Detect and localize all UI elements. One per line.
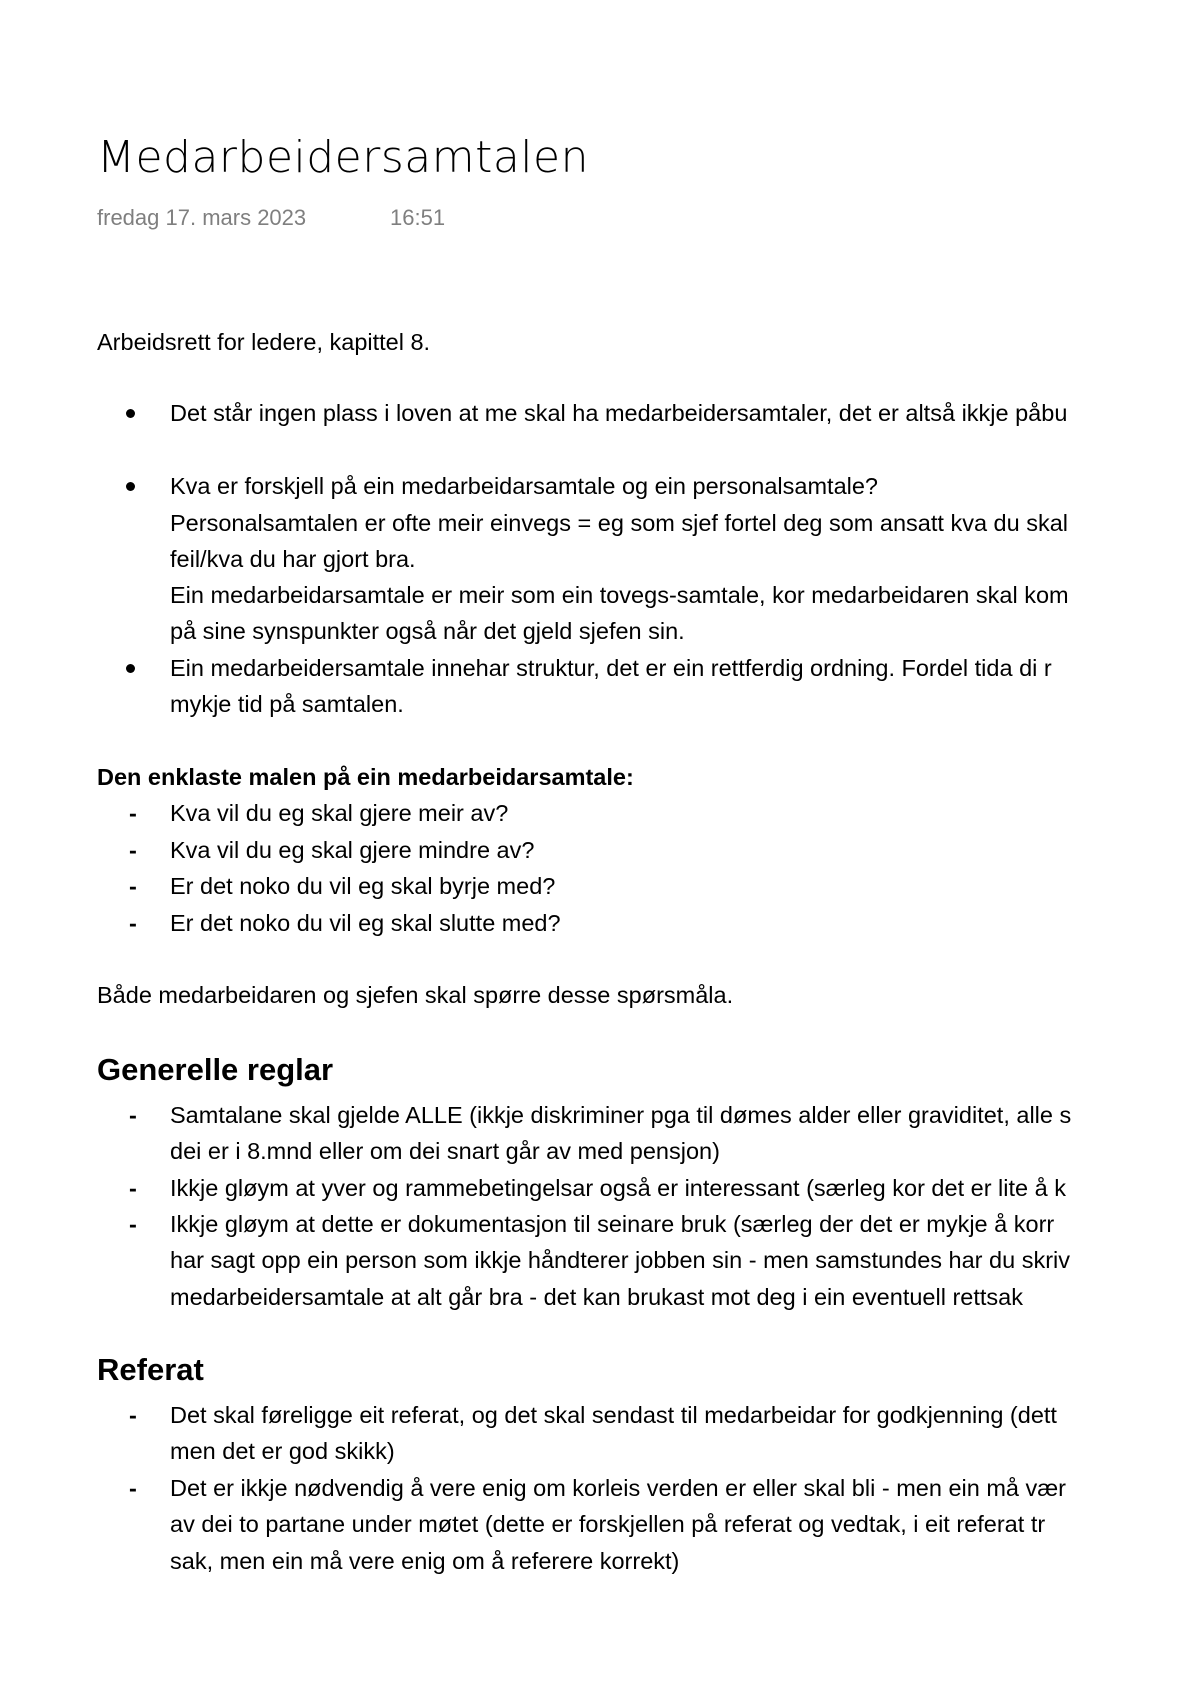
page-title: Medarbeidersamtalen <box>97 132 589 183</box>
page-date: fredag 17. mars 2023 <box>97 205 307 230</box>
bullet-1-line-1: Det står ingen plass i loven at me skal ha medarbeidersamtaler, det er altså ikkje påbu <box>170 400 1068 426</box>
dash-marker: - <box>129 1211 137 1237</box>
bullet-2-line-1: Kva er forskjell på ein medarbeidarsamtale og ein personalsamtale? <box>170 473 878 499</box>
dash-marker: - <box>129 1402 137 1428</box>
section2-item-1-line-2: men det er god skikk) <box>170 1438 395 1464</box>
bullet-marker <box>126 482 135 491</box>
bullet-3-line-1: Ein medarbeidersamtale innehar struktur, det er ein rettferdig ordning. Fordel tida di r <box>170 655 1052 681</box>
section1-item-3-line-3: medarbeidersamtale at alt går bra - det kan brukast mot deg i ein eventuell rettsak <box>170 1284 1023 1310</box>
section1-item-1-line-1: Samtalane skal gjelde ALLE (ikkje diskriminer pga til dømes alder eller graviditet, alle s <box>170 1102 1072 1128</box>
bullet-3-line-2: mykje tid på samtalen. <box>170 691 404 717</box>
section-heading-generelle-reglar: Generelle reglar <box>97 1052 334 1087</box>
dash-marker: - <box>129 910 137 936</box>
bullet-marker <box>126 409 135 418</box>
section2-item-2-line-2: av dei to partane under møtet (dette er forskjellen på referat og vedtak, i eit referat tr <box>170 1511 1046 1537</box>
section1-item-1-line-2: dei er i 8.mnd eller om dei snart går av med pensjon) <box>170 1138 720 1164</box>
bullet-2-line-3: feil/kva du har gjort bra. <box>170 546 416 572</box>
section1-item-3-line-2: har sagt opp ein person som ikkje håndterer jobben sin - men samstundes har du skriv <box>170 1247 1070 1273</box>
intro-text: Arbeidsrett for ledere, kapittel 8. <box>97 329 431 355</box>
bullet-marker <box>126 664 135 673</box>
dash-marker: - <box>129 873 137 899</box>
dash-marker: - <box>129 1175 137 1201</box>
template-item: Er det noko du vil eg skal byrje med? <box>170 873 556 899</box>
bullet-2-line-2: Personalsamtalen er ofte meir einvegs = eg som sjef fortel deg som ansatt kva du skal <box>170 510 1069 536</box>
page-time: 16:51 <box>390 205 446 230</box>
bullet-2-line-4: Ein medarbeidarsamtale er meir som ein tovegs-samtale, kor medarbeidaren skal kom <box>170 582 1069 608</box>
section2-item-2-line-3: sak, men ein må vere enig om å referere korrekt) <box>170 1548 680 1574</box>
template-item: Kva vil du eg skal gjere mindre av? <box>170 837 535 863</box>
template-note: Både medarbeidaren og sjefen skal spørre desse spørsmåla. <box>97 982 734 1008</box>
template-item: Er det noko du vil eg skal slutte med? <box>170 910 561 936</box>
template-item: Kva vil du eg skal gjere meir av? <box>170 800 509 826</box>
bullet-2-line-5: på sine synspunkter også når det gjeld sjefen sin. <box>170 618 685 644</box>
dash-marker: - <box>129 1475 137 1501</box>
dash-marker: - <box>129 1102 137 1128</box>
section2-item-1-line-1: Det skal føreligge eit referat, og det skal sendast til medarbeidar for godkjenning (dett <box>170 1402 1057 1428</box>
section1-item-3-line-1: Ikkje gløym at dette er dokumentasjon til seinare bruk (særleg der det er mykje å korr <box>170 1211 1055 1237</box>
section2-item-2-line-1: Det er ikkje nødvendig å vere enig om korleis verden er eller skal bli - men ein må vær <box>170 1475 1066 1501</box>
section1-item-2-line-1: Ikkje gløym at yver og rammebetingelsar også er interessant (særleg kor det er lite å k <box>170 1175 1066 1201</box>
dash-marker: - <box>129 837 137 863</box>
template-heading: Den enklaste malen på ein medarbeidarsamtale: <box>97 764 634 790</box>
section-heading-referat: Referat <box>97 1352 204 1387</box>
dash-marker: - <box>129 800 137 826</box>
